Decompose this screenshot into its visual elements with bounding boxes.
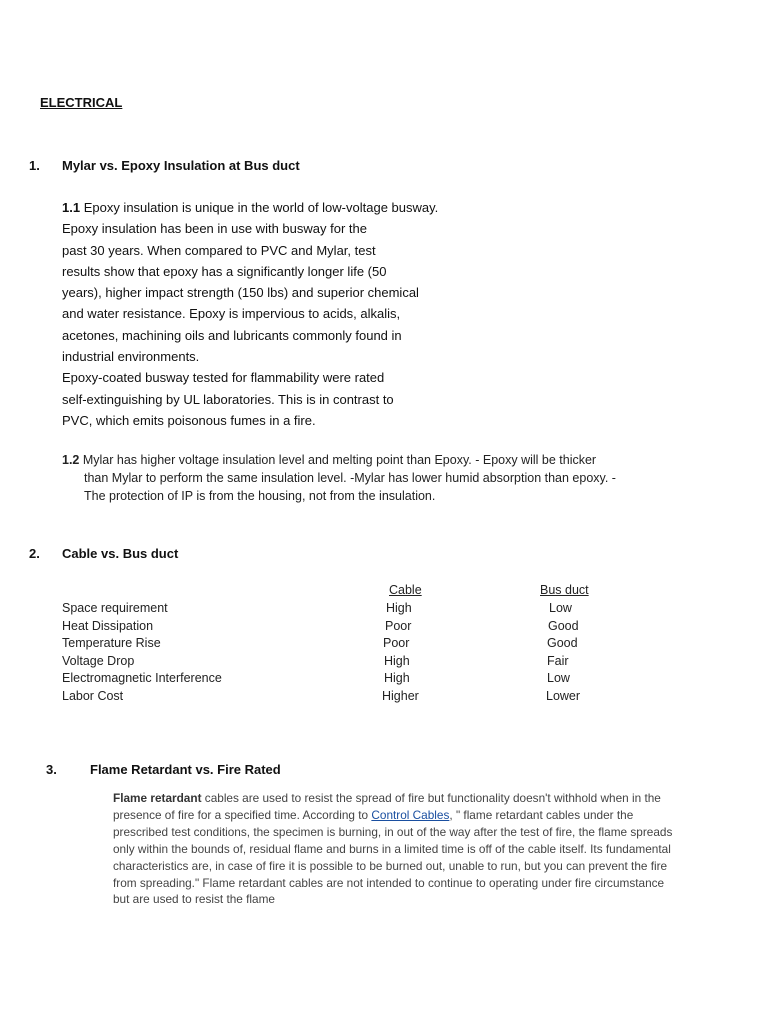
row-label: Labor Cost [62, 689, 124, 703]
paragraph-text: Mylar has higher voltage insulation level and melting point than Epoxy. - Epoxy will be thicker [79, 453, 597, 467]
column-header-cable: Cable [389, 583, 422, 597]
paragraph-text: Epoxy insulation is unique in the world of low-voltage busway. [80, 200, 439, 215]
row-label: Space requirement [62, 601, 168, 615]
subsection-number: 1.2 [62, 453, 80, 467]
bold-term: Flame retardant [113, 791, 202, 805]
column-header-bus-duct: Bus duct [540, 583, 589, 597]
bus-duct-value: Good [547, 636, 578, 650]
section-3-paragraph [113, 790, 678, 908]
bus-duct-value: Fair [547, 654, 569, 668]
section-1-1-paragraph [62, 197, 502, 431]
control-cables-link[interactable]: Control Cables [371, 807, 450, 822]
section-2-number: 2. [29, 546, 40, 561]
paragraph-text: cables are used to resist the spread of fire but functionality doesn't withhold when in the presence of fire for a specified time. According to [113, 791, 661, 822]
bus-duct-value: Low [547, 671, 570, 685]
section-3-number: 3. [46, 762, 57, 777]
document-title: ELECTRICAL [40, 95, 123, 110]
paragraph-line: past 30 years. When compared to PVC and Mylar, test [62, 242, 376, 258]
section-1-title: Mylar vs. Epoxy Insulation at Bus duct [62, 158, 300, 173]
paragraph-line: Epoxy-coated busway tested for flammability were rated [62, 370, 385, 386]
paragraph-text: , " flame retardant cables under the prescribed test conditions, the specimen is burning, in out of the way after the test of fire, the flame spreads only within the bounds of, residual flame and burns in a limited time is off of the cable itself. Its fundamental characteristics are, in case of fire it is possible to be burned out, unable to run, but you can prevent the fire from spreading." Flame retardant cables are not intended to continue to operating under fire circumstance but are used to resist the flame [113, 807, 673, 907]
paragraph-line: Epoxy insulation has been in use with busway for the [62, 221, 367, 237]
cable-value: Poor [385, 619, 412, 633]
paragraph-line: than Mylar to perform the same insulation level. -Mylar has lower humid absorption than epoxy. - [84, 470, 616, 485]
paragraph-line [62, 197, 502, 218]
section-1-2-paragraph [62, 452, 662, 505]
paragraph-line: years), higher impact strength (150 lbs) and superior chemical [62, 285, 419, 301]
paragraph-line: industrial environments. [62, 349, 200, 365]
row-label: Voltage Drop [62, 654, 135, 668]
bus-duct-value: Lower [546, 689, 581, 703]
subsection-number: 1.1 [62, 200, 81, 215]
row-label: Electromagnetic Interference [62, 671, 222, 685]
bus-duct-value: Good [548, 619, 579, 633]
cable-value: Poor [383, 636, 410, 650]
section-2-title: Cable vs. Bus duct [62, 546, 179, 561]
paragraph-line: results show that epoxy has a significantly longer life (50 [62, 263, 387, 279]
cable-value: Higher [382, 689, 419, 703]
paragraph-line: acetones, machining oils and lubricants commonly found in [62, 327, 402, 343]
bus-duct-value: Low [549, 601, 572, 615]
row-label: Temperature Rise [62, 636, 161, 650]
cable-value: High [386, 601, 412, 615]
section-1-number: 1. [29, 158, 40, 173]
paragraph-line [62, 452, 662, 470]
section-3-title: Flame Retardant vs. Fire Rated [90, 762, 281, 777]
paragraph-line: PVC, which emits poisonous fumes in a fire. [62, 412, 316, 428]
paragraph-line: and water resistance. Epoxy is impervious to acids, alkalis, [62, 306, 401, 322]
paragraph-line: The protection of IP is from the housing, not from the insulation. [84, 488, 436, 503]
cable-value: High [384, 671, 410, 685]
paragraph-line: self-extinguishing by UL laboratories. This is in contrast to [62, 391, 394, 407]
cable-value: High [384, 654, 410, 668]
row-label: Heat Dissipation [62, 619, 154, 633]
